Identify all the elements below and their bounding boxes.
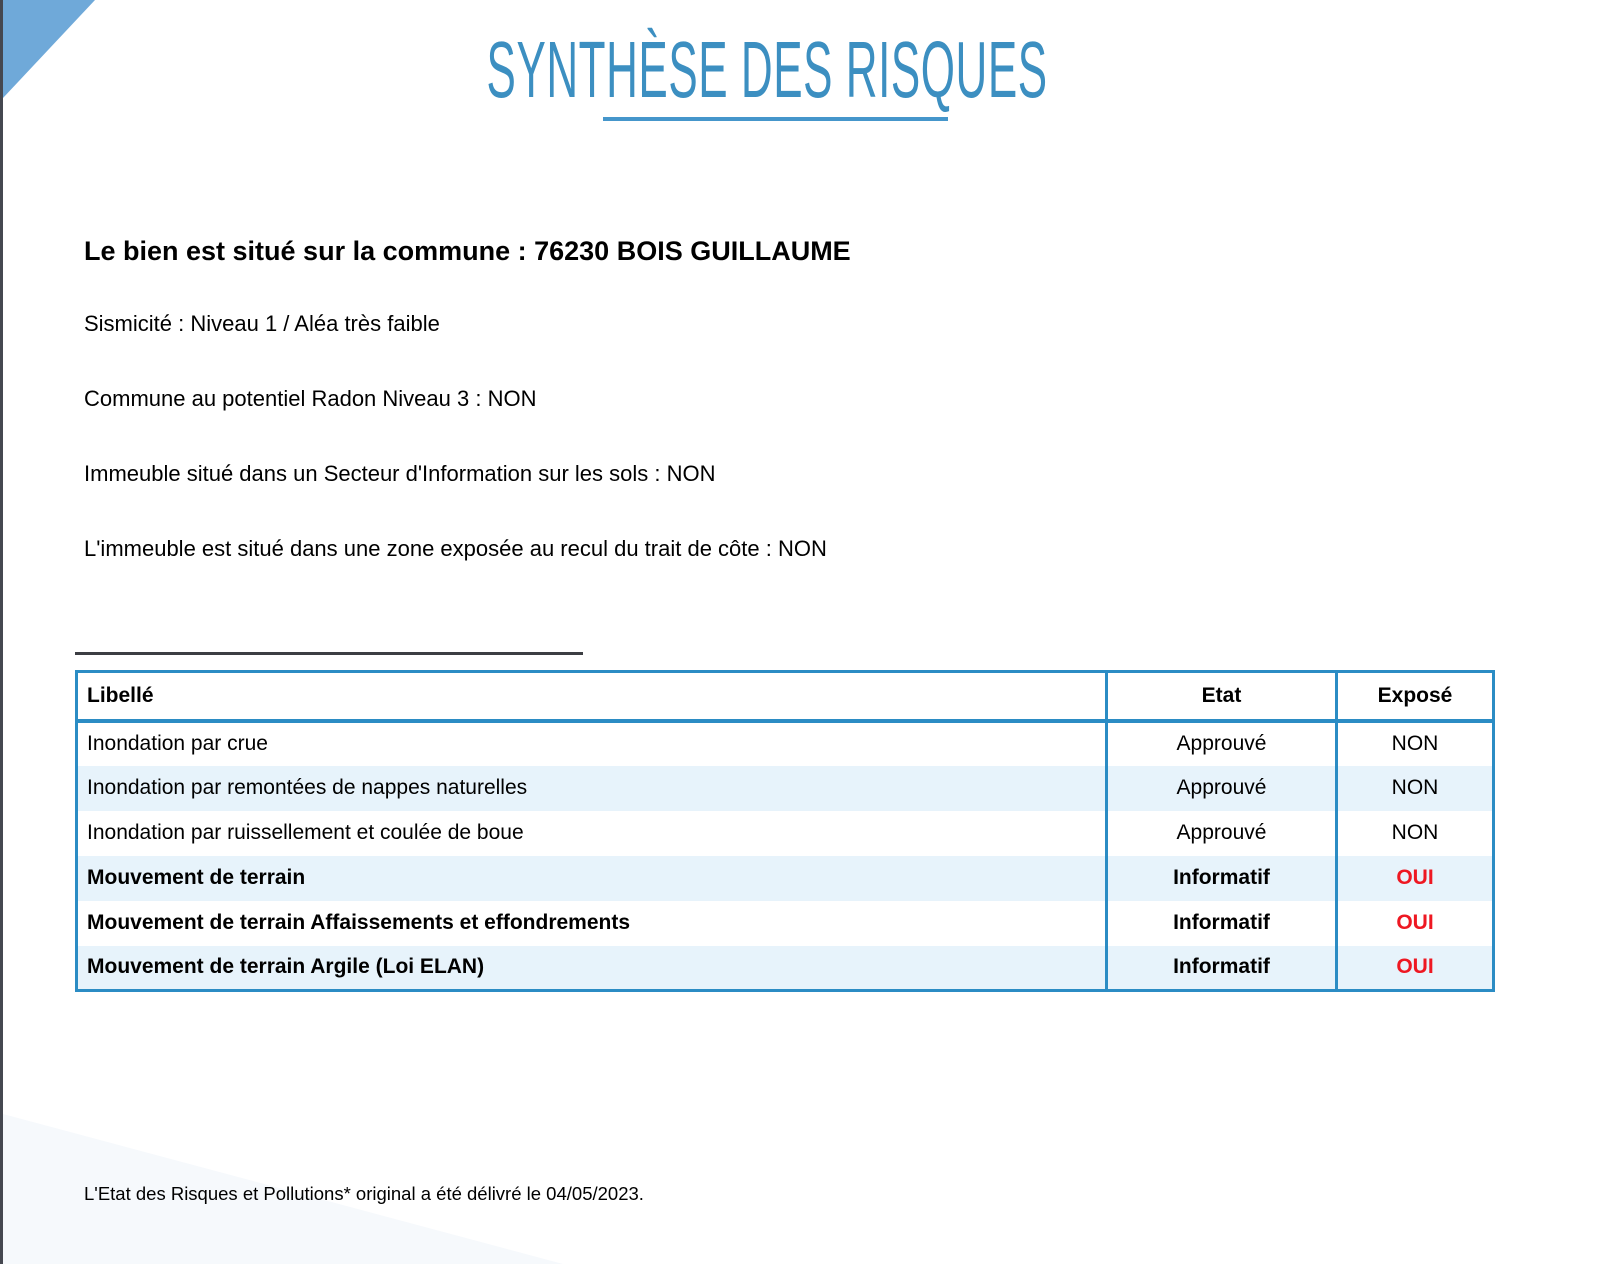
risk-table-header-row (77, 672, 1494, 721)
table-row (77, 946, 1494, 991)
risk-label-cell: Inondation par remontées de nappes naturelles (77, 766, 1107, 811)
title-underline (603, 117, 948, 121)
coastline-line: L'immeuble est situé dans une zone exposée au recul du trait de côte : NON (84, 536, 827, 561)
table-row (77, 856, 1494, 901)
table-row (77, 811, 1494, 856)
risk-etat-cell: Informatif (1107, 901, 1337, 946)
risk-etat-cell: Informatif (1107, 946, 1337, 991)
divider-artifact (75, 652, 583, 655)
risk-expose-cell: NON (1337, 721, 1494, 766)
risk-etat-cell: Approuvé (1107, 721, 1337, 766)
risk-label-cell: Mouvement de terrain Argile (Loi ELAN) (77, 946, 1107, 991)
risk-table-body (77, 721, 1494, 991)
table-row (77, 766, 1494, 811)
page-title-wrap (0, 25, 1535, 114)
footer-note: L'Etat des Risques et Pollutions* original a été délivré le 04/05/2023. (84, 1183, 644, 1204)
commune-line: Le bien est situé sur la commune : 76230 BOIS GUILLAUME (84, 236, 851, 266)
seismicity-line: Sismicité : Niveau 1 / Aléa très faible (84, 311, 440, 336)
header-expose: Exposé (1337, 672, 1494, 721)
risk-label-cell: Mouvement de terrain (77, 856, 1107, 901)
risk-expose-cell: OUI (1337, 946, 1494, 991)
risk-expose-cell: NON (1337, 811, 1494, 856)
soil-info-line: Immeuble situé dans un Secteur d'Information sur les sols : NON (84, 461, 716, 486)
page-title: SYNTHÈSE DES RISQUES (486, 25, 1049, 114)
risk-expose-cell: OUI (1337, 856, 1494, 901)
risk-expose-cell: OUI (1337, 901, 1494, 946)
risk-etat-cell: Approuvé (1107, 811, 1337, 856)
risk-table (75, 670, 1495, 992)
table-row (77, 901, 1494, 946)
risk-label-cell: Inondation par crue (77, 721, 1107, 766)
header-etat: Etat (1107, 672, 1337, 721)
page-edge-line (0, 0, 3, 1264)
risk-label-cell: Inondation par ruissellement et coulée de boue (77, 811, 1107, 856)
risk-expose-cell: NON (1337, 766, 1494, 811)
header-libelle: Libellé (77, 672, 1107, 721)
risk-etat-cell: Approuvé (1107, 766, 1337, 811)
table-row (77, 721, 1494, 766)
risk-etat-cell: Informatif (1107, 856, 1337, 901)
radon-line: Commune au potentiel Radon Niveau 3 : NON (84, 386, 537, 411)
risk-label-cell: Mouvement de terrain Affaissements et effondrements (77, 901, 1107, 946)
